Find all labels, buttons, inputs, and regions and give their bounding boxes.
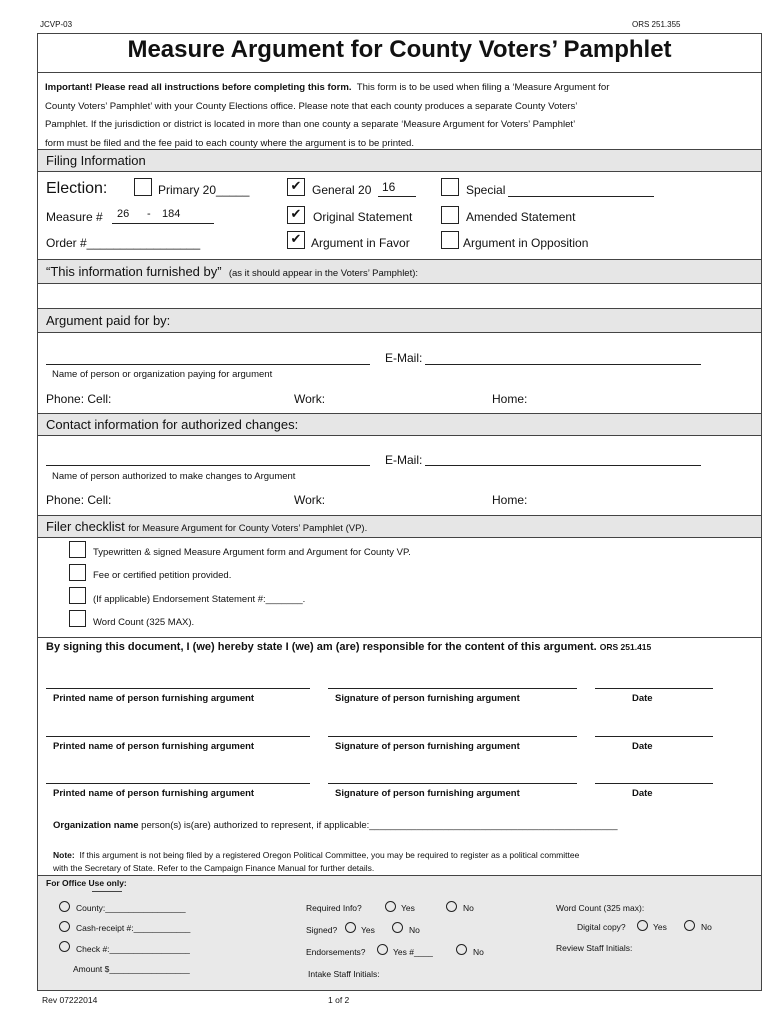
divider xyxy=(37,171,762,172)
revision: Rev 07222014 xyxy=(42,995,98,1005)
measure-number[interactable]: 184 xyxy=(162,208,181,220)
signing-statement-text: By signing this document, I (we) hereby state I (we) am (are) responsible for the content of this argument. xyxy=(46,641,597,653)
date-line[interactable] xyxy=(595,736,713,737)
section-contact xyxy=(38,414,761,435)
endorsements-yes-label: Yes #____ xyxy=(393,947,433,957)
section-filing xyxy=(38,150,761,171)
paid-name-line[interactable] xyxy=(46,364,370,365)
contact-email-line[interactable] xyxy=(425,465,701,466)
note-line-2: with the Secretary of State. Refer to the Campaign Finance Manual for further details. xyxy=(53,863,375,873)
title-divider xyxy=(37,72,762,73)
cash-radio[interactable] xyxy=(59,921,70,932)
intro-bold: Important! Please read all instructions before completing this form. xyxy=(45,82,352,93)
signed-no-label: No xyxy=(409,925,420,935)
signature-caption: Signature of person furnishing argument xyxy=(335,693,520,704)
contact-email-label: E-Mail: xyxy=(385,453,423,467)
paid-name-caption: Name of person or organization paying for argument xyxy=(52,369,273,380)
required-no-radio[interactable] xyxy=(446,901,457,912)
printed-name-line[interactable] xyxy=(46,688,310,689)
digital-label: Digital copy? xyxy=(577,922,626,932)
checklist-checkbox[interactable] xyxy=(69,587,86,604)
section-paid-label: Argument paid for by: xyxy=(46,313,171,328)
divider xyxy=(37,537,762,538)
endorsements-yes-radio[interactable] xyxy=(377,944,388,955)
note-line-1 xyxy=(53,850,579,860)
checklist-checkbox[interactable] xyxy=(69,564,86,581)
required-no-label: No xyxy=(463,903,474,913)
furnished-input[interactable] xyxy=(38,284,761,308)
signed-yes-label: Yes xyxy=(361,925,375,935)
form-code: JCVP-03 xyxy=(40,20,73,29)
printed-name-line[interactable] xyxy=(46,736,310,737)
digital-yes-radio[interactable] xyxy=(637,920,648,931)
date-caption: Date xyxy=(632,693,653,704)
measure-label: Measure # xyxy=(46,210,103,224)
printed-name-caption: Printed name of person furnishing argument xyxy=(53,741,255,752)
checklist-checkbox[interactable] xyxy=(69,610,86,627)
digital-yes-label: Yes xyxy=(653,922,667,932)
intake-label: Intake Staff Initials: xyxy=(308,969,380,979)
signed-yes-radio[interactable] xyxy=(345,922,356,933)
organization-text: person(s) is(are) authorized to represent, if applicable:_______________________________________________ xyxy=(141,820,618,831)
date-caption: Date xyxy=(632,788,653,799)
section-furnished xyxy=(38,260,761,283)
form-frame xyxy=(37,33,762,991)
county-radio[interactable] xyxy=(59,901,70,912)
signed-label: Signed? xyxy=(306,925,338,935)
measure-county[interactable]: 26 xyxy=(117,208,130,220)
contact-work-label: Work: xyxy=(294,493,326,507)
endorsements-label: Endorsements? xyxy=(306,947,366,957)
organization-label: Organization name xyxy=(53,820,139,831)
measure-line xyxy=(112,223,214,224)
primary-label: Primary 20_____ xyxy=(158,183,250,197)
amended-label: Amended Statement xyxy=(466,210,576,224)
contact-phone-label: Phone: Cell: xyxy=(46,493,112,507)
original-label: Original Statement xyxy=(313,210,413,224)
date-caption: Date xyxy=(632,741,653,752)
opposition-checkbox[interactable] xyxy=(441,231,459,249)
contact-name-caption: Name of person authorized to make changes to Argument xyxy=(52,471,296,482)
primary-checkbox[interactable] xyxy=(134,178,152,196)
check-icon: ✔ xyxy=(290,206,302,221)
measure-dash: - xyxy=(147,208,151,220)
contact-home-label: Home: xyxy=(492,493,528,507)
section-checklist-label: Filer checklist xyxy=(46,519,125,534)
signing-statement xyxy=(46,641,651,653)
favor-checkbox[interactable] xyxy=(287,231,305,249)
section-filing-label: Filing Information xyxy=(46,153,146,168)
review-label: Review Staff Initials: xyxy=(556,943,633,953)
paid-work-label: Work: xyxy=(294,392,326,406)
opposition-label: Argument in Opposition xyxy=(463,236,589,250)
required-yes-radio[interactable] xyxy=(385,901,396,912)
signing-statute: ORS 251.415 xyxy=(599,642,652,652)
header-statute: ORS 251.355 xyxy=(632,20,681,29)
signature-line[interactable] xyxy=(328,783,577,784)
check-label: Check #:_________________ xyxy=(76,944,190,954)
checklist-item: Fee or certified petition provided. xyxy=(93,570,232,581)
signed-no-radio[interactable] xyxy=(392,922,403,933)
printed-name-line[interactable] xyxy=(46,783,310,784)
paid-email-line[interactable] xyxy=(425,364,701,365)
favor-label: Argument in Favor xyxy=(311,236,410,250)
word-count-label: Word Count (325 max): xyxy=(556,903,645,913)
signature-caption: Signature of person furnishing argument xyxy=(335,741,520,752)
order-label: Order #_________________ xyxy=(46,236,201,250)
intro-line-4: form must be filed and the fee paid to each county where the argument is to be printed. xyxy=(45,137,415,149)
check-radio[interactable] xyxy=(59,941,70,952)
general-label xyxy=(312,183,371,197)
section-checklist xyxy=(38,516,761,537)
divider xyxy=(37,332,762,333)
intro-line-2: County Voters’ Pamphlet’ with your County Elections office. Please note that each county produces a separate County Voters’ xyxy=(45,100,578,112)
general-year-line xyxy=(378,196,416,197)
date-line[interactable] xyxy=(595,783,713,784)
note-text-1: If this argument is not being filed by a registered Oregon Political Committee, you may be required to register as a political committee xyxy=(79,850,580,860)
general-year[interactable]: 16 xyxy=(382,180,396,194)
intro-text xyxy=(45,79,755,153)
checklist-item: Word Count (325 MAX). xyxy=(93,617,195,628)
section-contact-label: Contact information for authorized changes: xyxy=(46,417,299,432)
county-label: County:_________________ xyxy=(76,903,186,913)
check-icon: ✔ xyxy=(290,231,302,246)
organization-line xyxy=(53,820,618,831)
office-title: For Office Use only: xyxy=(46,878,127,888)
paid-email-label: E-Mail: xyxy=(385,351,423,365)
general-prefix: General 20 xyxy=(312,183,372,197)
checklist-item: (If applicable) Endorsement Statement #:_______. xyxy=(93,594,306,605)
page-title: Measure Argument for County Voters’ Pamphlet xyxy=(127,36,672,63)
required-yes-label: Yes xyxy=(401,903,415,913)
checklist-checkbox[interactable] xyxy=(69,541,86,558)
signature-line[interactable] xyxy=(328,688,577,689)
divider xyxy=(37,637,762,638)
required-label: Required Info? xyxy=(306,903,362,913)
signature-line[interactable] xyxy=(328,736,577,737)
page-number: 1 of 2 xyxy=(328,995,350,1005)
note-label: Note: xyxy=(53,850,75,860)
original-checkbox[interactable] xyxy=(287,206,305,224)
date-line[interactable] xyxy=(595,688,713,689)
office-title-underline xyxy=(92,891,122,892)
signature-caption: Signature of person furnishing argument xyxy=(335,788,520,799)
special-checkbox[interactable] xyxy=(441,178,459,196)
printed-name-caption: Printed name of person furnishing argument xyxy=(53,693,255,704)
furnished-label: “This information furnished by” xyxy=(46,264,222,279)
endorsements-no-radio[interactable] xyxy=(456,944,467,955)
intro-line-3: Pamphlet. If the jurisdiction or district is located in more than one county a separate ‘Measure Argument for Voters’ Pamphlet’ xyxy=(45,119,576,130)
endorsements-no-label: No xyxy=(473,947,484,957)
check-icon: ✔ xyxy=(290,178,302,193)
checklist-note: for Measure Argument for County Voters’ Pamphlet (VP). xyxy=(128,523,368,534)
paid-phone-label: Phone: Cell: xyxy=(46,392,112,406)
paid-home-label: Home: xyxy=(492,392,528,406)
general-checkbox[interactable] xyxy=(287,178,305,196)
section-paid xyxy=(38,309,761,332)
intro-line-1: This form is to be used when filing a ‘Measure Argument for xyxy=(356,82,610,93)
election-label: Election: xyxy=(46,180,108,197)
amount-label: Amount $_________________ xyxy=(73,964,190,974)
contact-name-line[interactable] xyxy=(46,465,370,466)
furnished-note: (as it should appear in the Voters’ Pamphlet): xyxy=(228,268,419,279)
checklist-item: Typewritten & signed Measure Argument form and Argument for County VP. xyxy=(93,547,411,558)
special-label: Special xyxy=(466,183,506,197)
special-line xyxy=(508,196,654,197)
amended-checkbox[interactable] xyxy=(441,206,459,224)
printed-name-caption: Printed name of person furnishing argument xyxy=(53,788,255,799)
cash-label: Cash-receipt #:____________ xyxy=(76,923,191,933)
digital-no-label: No xyxy=(701,922,712,932)
digital-no-radio[interactable] xyxy=(684,920,695,931)
divider xyxy=(37,435,762,436)
